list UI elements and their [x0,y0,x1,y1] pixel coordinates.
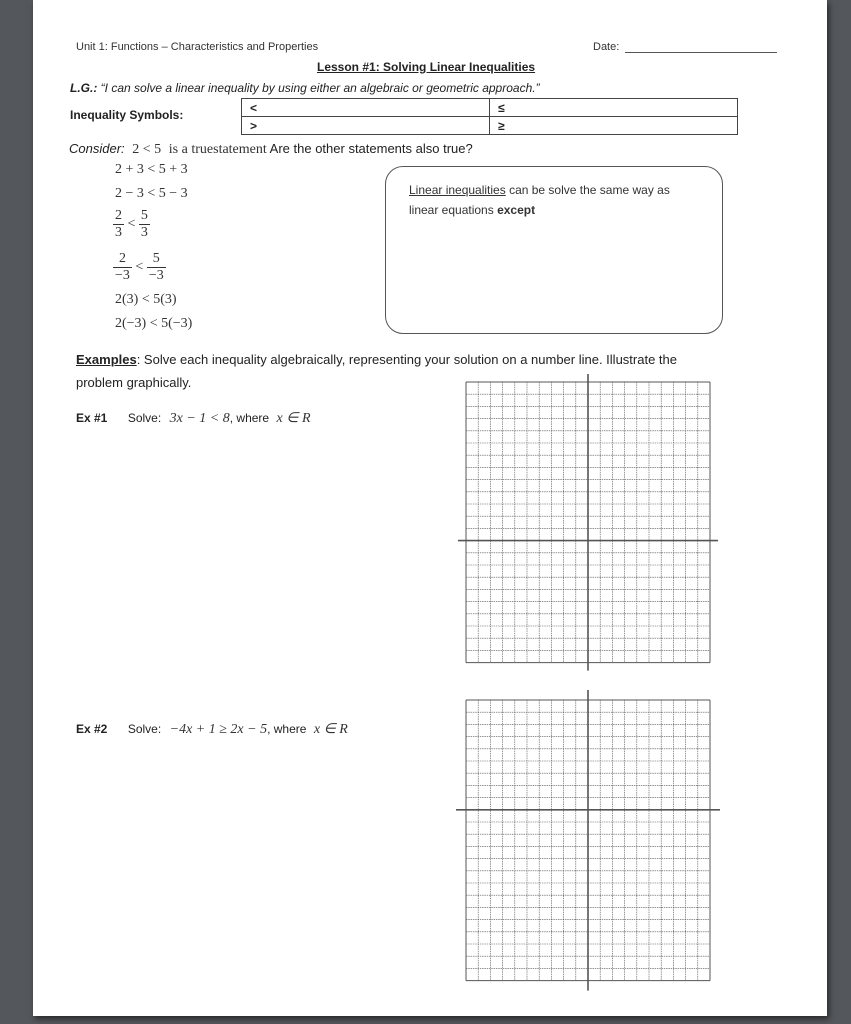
fraction [113,251,132,284]
example-1 [76,409,311,427]
date-line [625,52,777,53]
less-than: < [135,259,144,275]
symbol-cell: > [242,117,490,135]
consider-true-text: is a truestatement [168,142,267,157]
consider-question: Are the other statements also true? [269,141,473,156]
denominator: 3 [140,225,148,240]
example-2-domain: x ∈ R [313,722,348,737]
denominator: −3 [148,268,164,283]
math-fraction-line-1 [113,208,150,241]
less-than: < [127,216,136,232]
denominator: 3 [115,225,122,240]
numerator: 5 [147,251,166,268]
example-1-label: Ex #1 [76,411,108,425]
examples-line-2: problem graphically. [76,375,192,390]
numerator: 2 [115,208,122,223]
example-1-expression: 3x − 1 < 8 [169,411,230,426]
example-2-label: Ex #2 [76,722,108,736]
math-line-6: 2(−3) < 5(−3) [115,316,193,331]
symbol-cell: < [242,99,490,117]
consider-label: Consider: [69,141,125,156]
math-line-2: 2 − 3 < 5 − 3 [115,186,188,201]
note-bold: except [497,203,536,217]
learning-goal-text: “I can solve a linear inequality by using either an algebraic or geometric approach.” [100,81,540,95]
table-row [242,99,738,117]
math-line-1: 2 + 3 < 5 + 3 [115,162,188,177]
example-1-where: , where [229,411,270,425]
coordinate-grid-1 [456,364,724,676]
note-text-1: can be solve the same way as [505,183,670,197]
example-2-solve: Solve: [127,722,162,736]
examples-instructions: : Solve each inequality algebraically, representing your solution on a number line. Illustrate the [136,352,677,367]
example-1-domain: x ∈ R [276,411,311,426]
fraction [139,208,150,241]
fraction [113,208,124,241]
learning-goal-label: L.G.: [70,81,98,95]
example-2-expression: −4x + 1 ≥ 2x − 5 [169,722,268,737]
math-line-5: 2(3) < 5(3) [115,292,177,307]
example-1-solve: Solve: [127,411,162,425]
denominator: −3 [115,268,130,283]
consider-line [69,141,473,158]
note-text-line-2 [409,200,535,220]
consider-statement: 2 < 5 [132,142,162,157]
example-2-where: , where [267,722,307,736]
inequality-symbols-label: Inequality Symbols: [70,108,184,122]
numerator: 5 [140,208,148,223]
coordinate-grid-2 [456,682,724,996]
symbol-cell: ≥ [490,117,738,135]
unit-header: Unit 1: Functions – Characteristics and Properties [76,41,319,53]
table-row [242,117,738,135]
note-text-line-1 [409,180,670,200]
math-fraction-line-2 [113,251,166,284]
examples-label: Examples [76,352,137,367]
lesson-title: Lesson #1: Solving Linear Inequalities [317,60,536,74]
symbol-cell: ≤ [490,99,738,117]
numerator: 2 [113,251,132,268]
date-label: Date: [593,41,620,53]
inequality-symbols-table [241,98,738,135]
learning-goal [70,81,540,95]
note-text-2: linear equations [409,203,498,217]
example-2 [76,720,348,738]
fraction [147,251,166,284]
worksheet-page [33,0,827,1016]
note-underlined: Linear inequalities [409,183,506,197]
